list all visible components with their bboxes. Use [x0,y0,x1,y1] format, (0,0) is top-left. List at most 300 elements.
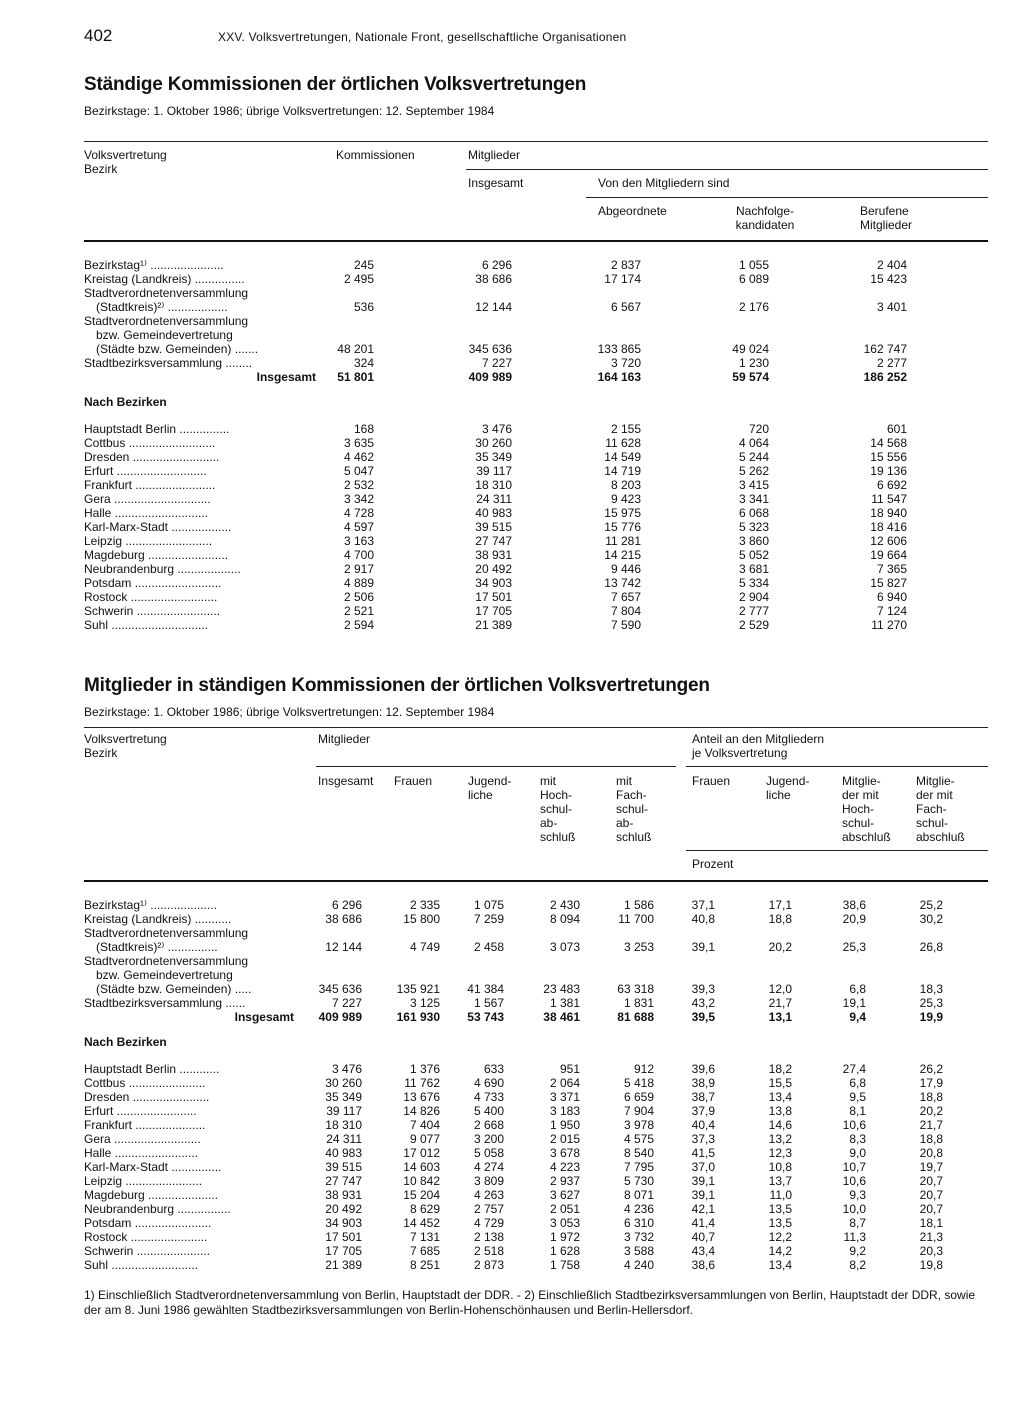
cell-value: 39,1 [691,940,715,954]
cell-value: 13,5 [768,1216,792,1230]
cell-value: 27,4 [842,1062,866,1076]
cell-value: 4 240 [623,1258,654,1272]
cell-value: 13,5 [768,1202,792,1216]
cell-value: 13 676 [403,1090,440,1104]
cell-value: 3 183 [549,1104,580,1118]
cell-value: 12,3 [768,1146,792,1160]
cell-value: 34 903 [325,1216,362,1230]
cell-value: 39 117 [476,464,512,478]
cell-value: 5 244 [738,450,769,464]
table-row [84,1160,988,1174]
cell-value: 39 117 [326,1104,362,1118]
cell-value: 3 978 [623,1118,654,1132]
cell-value: 6 940 [876,590,907,604]
cell-value: 18,8 [919,1132,943,1146]
cell-value: 5 058 [473,1146,504,1160]
cell-value: 161 930 [396,1010,440,1024]
cell-value: 39,6 [691,1062,715,1076]
cell-value: 20,7 [919,1174,943,1188]
cell-value: 6 089 [738,272,769,286]
cell-value: 27 747 [475,534,512,548]
cell-value: 13,4 [768,1258,792,1272]
cell-value: 2 518 [473,1244,504,1258]
cell-value: 12 144 [475,300,512,314]
row-label: Schwerin ......................... [84,604,221,618]
cell-value: 9,5 [849,1090,866,1104]
cell-value: 4 597 [343,520,374,534]
cell-value: 4 729 [473,1216,504,1230]
t2-header-hoch-3: schul- [540,802,573,816]
t2-header-anteil-1: Anteil an den Mitgliedern [692,732,825,746]
cell-value: 3 681 [738,562,769,576]
t2-header-p-frauen: Frauen [692,774,731,788]
cell-value: 2 176 [738,300,769,314]
table-row [84,436,988,450]
cell-value: 37,0 [691,1160,715,1174]
cell-value: 8 629 [409,1202,440,1216]
cell-value: 20,9 [842,912,866,926]
cell-value: 7 657 [610,590,641,604]
cell-value: 14 452 [403,1216,440,1230]
row-label: Gera .......................... [84,1132,201,1146]
cell-value: 2 051 [549,1202,580,1216]
t2-rule-mitglieder [316,766,676,767]
cell-value: 1 075 [473,898,504,912]
cell-value: 3 073 [549,940,580,954]
cell-value: 17 705 [325,1244,362,1258]
cell-value: 10,7 [842,1160,866,1174]
row-label: Erfurt ........................ [84,1104,197,1118]
cell-value: 20,7 [919,1188,943,1202]
cell-value: 168 [353,422,374,436]
cell-value: 8 540 [623,1146,654,1160]
t2-header-fach-2: Fach- [616,788,647,802]
cell-value: 10,6 [842,1174,866,1188]
cell-value: 186 252 [863,370,907,384]
row-label: (Stadtkreis)²⁾ ............... [96,940,218,954]
running-head: XXV. Volksvertretungen, Nationale Front, gesellschaftliche Organisationen [218,30,627,44]
cell-value: 40 983 [475,506,512,520]
cell-value: 40,8 [691,912,715,926]
cell-value: 5 730 [623,1174,654,1188]
row-label: Frankfurt ..................... [84,1118,206,1132]
cell-value: 38 686 [325,912,362,926]
table1-title: Ständige Kommissionen der örtlichen Volksvertretungen [84,74,587,95]
cell-value: 8 071 [623,1188,654,1202]
row-label: Potsdam ....................... [84,1216,212,1230]
cell-value: 13,8 [768,1104,792,1118]
cell-value: 6 068 [738,506,769,520]
cell-value: 3 415 [738,478,769,492]
row-label: Bezirkstag¹⁾ ...................... [84,258,224,272]
cell-value: 133 865 [597,342,641,356]
cell-value: 49 024 [732,342,769,356]
cell-value: 24 311 [326,1132,362,1146]
table-row [84,450,988,464]
cell-value: 2 138 [473,1230,504,1244]
cell-value: 41,5 [691,1146,715,1160]
cell-value: 2 529 [738,618,769,632]
cell-value: 5 052 [738,548,769,562]
cell-value: 536 [353,300,374,314]
cell-value: 4 263 [473,1188,504,1202]
cell-value: 2 015 [549,1132,580,1146]
row-label: Kreistag (Landkreis) ............... [84,272,245,286]
t1-stub-header-2: Bezirk [84,162,118,176]
group-label: Nach Bezirken [84,395,167,409]
cell-value: 2 594 [343,618,374,632]
row-label: Kreistag (Landkreis) ........... [84,912,232,926]
table-row [84,968,988,982]
cell-value: 14 826 [403,1104,440,1118]
cell-value: 3 476 [331,1062,362,1076]
table-row [84,1188,988,1202]
t2-header-p-hoch-2: der mit [842,788,879,802]
cell-value: 19,1 [842,996,866,1010]
cell-value: 1 628 [549,1244,580,1258]
cell-value: 9,3 [849,1188,866,1202]
table-row [84,1118,988,1132]
cell-value: 41,4 [691,1216,715,1230]
t2-header-frauen: Frauen [394,774,433,788]
t2-header-insgesamt: Insgesamt [318,774,374,788]
row-label: Dresden ....................... [84,1090,210,1104]
cell-value: 2 064 [549,1076,580,1090]
cell-value: 1 972 [549,1230,580,1244]
cell-value: 345 636 [318,982,362,996]
cell-value: 10,8 [768,1160,792,1174]
cell-value: 17 501 [475,590,512,604]
cell-value: 3 809 [473,1174,504,1188]
cell-value: 11 281 [605,534,641,548]
table2-subtitle: Bezirkstage: 1. Oktober 1986; übrige Volksvertretungen: 12. September 1984 [84,705,495,719]
cell-value: 25,3 [842,940,866,954]
cell-value: 20,2 [919,1104,943,1118]
cell-value: 2 335 [409,898,440,912]
table-row [84,492,988,506]
cell-value: 5 323 [738,520,769,534]
cell-value: 245 [353,258,374,272]
cell-value: 18,8 [919,1090,943,1104]
cell-value: 633 [483,1062,504,1076]
row-label: Neubrandenburg ................ [84,1202,231,1216]
cell-value: 409 989 [318,1010,362,1024]
cell-value: 3 342 [343,492,374,506]
cell-value: 2 837 [610,258,641,272]
cell-value: 18 940 [870,506,907,520]
cell-value: 4 575 [623,1132,654,1146]
cell-value: 5 400 [473,1104,504,1118]
footnote: 1) Einschließlich Stadtverordnetenversammlung von Berlin, Hauptstadt der DDR. - 2) Einschließlich Stadtbezirksversammlungen von Berlin, Hauptstadt der DDR, sowie der am 8. Juni 1986 gewählten Stadtbezirksversammlungen von Berlin-Hohenschönhausen und Berlin-Hellersdorf. [84,1288,976,1317]
row-label: Stadtverordnetenversammlung [84,286,249,300]
t1-stub-header-1: Volksvertretung [84,148,167,162]
t2-header-p-fach-2: der mit [916,788,953,802]
cell-value: 9 077 [409,1132,440,1146]
t2-header-p-fach-1: Mitglie- [916,774,955,788]
t2-stub-header-1: Volksvertretung [84,732,167,746]
cell-value: 6,8 [849,982,866,996]
t2-header-p-fach-4: schul- [916,816,949,830]
cell-value: 8 094 [549,912,580,926]
cell-value: 19 136 [870,464,907,478]
cell-value: 2 495 [343,272,374,286]
table-row [84,1076,988,1090]
cell-value: 12,0 [768,982,792,996]
row-label: Cottbus .......................... [84,436,216,450]
cell-value: 6 659 [623,1090,654,1104]
row-label: (Städte bzw. Gemeinden) ....... [96,342,259,356]
cell-value: 8 203 [610,478,641,492]
cell-value: 7 404 [409,1118,440,1132]
cell-value: 4 274 [473,1160,504,1174]
cell-value: 2 873 [473,1258,504,1272]
t1-header-von-den: Von den Mitgliedern sind [598,176,730,190]
cell-value: 59 574 [732,370,769,384]
t1-header-kommissionen: Kommissionen [336,148,415,162]
table-row [84,1104,988,1118]
t2-stub-header-2: Bezirk [84,746,118,760]
row-label: Gera ............................. [84,492,211,506]
cell-value: 1 950 [549,1118,580,1132]
table-row [84,1132,988,1146]
cell-value: 6 310 [623,1216,654,1230]
cell-value: 8 251 [409,1258,440,1272]
cell-value: 2 277 [876,356,907,370]
cell-value: 30 260 [475,436,512,450]
table-row [84,1090,988,1104]
cell-value: 5 418 [623,1076,654,1090]
cell-value: 7 365 [876,562,907,576]
t2-rule-anteil [686,766,988,767]
table-row [84,328,988,342]
cell-value: 5 262 [738,464,769,478]
cell-value: 38 931 [475,548,512,562]
cell-value: 19,9 [919,1010,943,1024]
cell-value: 38 461 [543,1010,580,1024]
cell-value: 2 937 [549,1174,580,1188]
t1-header-bottom-rule [84,240,988,242]
cell-value: 7 795 [623,1160,654,1174]
cell-value: 3 401 [876,300,907,314]
cell-value: 2 506 [343,590,374,604]
table-row [84,356,988,370]
cell-value: 4 064 [738,436,769,450]
row-label: Insgesamt [234,1010,294,1024]
cell-value: 39,1 [691,1174,715,1188]
t2-header-bottom-rule [84,880,988,882]
cell-value: 6 296 [481,258,512,272]
cell-value: 601 [886,422,907,436]
cell-value: 7 259 [473,912,504,926]
cell-value: 42,1 [691,1202,715,1216]
cell-value: 6 692 [876,478,907,492]
cell-value: 1 381 [549,996,580,1010]
cell-value: 7 685 [409,1244,440,1258]
cell-value: 30,2 [919,912,943,926]
cell-value: 39,3 [691,982,715,996]
cell-value: 324 [353,356,374,370]
t2-header-p-hoch-1: Mitglie- [842,774,881,788]
cell-value: 17 012 [403,1146,440,1160]
cell-value: 14 719 [604,464,641,478]
cell-value: 1 758 [549,1258,580,1272]
cell-value: 39,1 [691,1188,715,1202]
cell-value: 2 757 [473,1202,504,1216]
cell-value: 17 705 [475,604,512,618]
table-row [84,1146,988,1160]
cell-value: 4 462 [343,450,374,464]
cell-value: 14 603 [403,1160,440,1174]
t1-header-berufene-1: Berufene [860,204,909,218]
table-row [84,258,988,272]
row-label: Karl-Marx-Stadt .................. [84,520,232,534]
table-row [84,342,988,356]
row-label: Bezirkstag¹⁾ .................... [84,898,217,912]
cell-value: 39 515 [325,1160,362,1174]
row-label: Magdeburg ..................... [84,1188,219,1202]
cell-value: 15 776 [604,520,641,534]
cell-value: 2 404 [876,258,907,272]
cell-value: 3 635 [343,436,374,450]
cell-value: 51 801 [337,370,374,384]
cell-value: 3 732 [623,1230,654,1244]
cell-value: 3 253 [623,940,654,954]
cell-value: 162 747 [863,342,907,356]
table2-title: Mitglieder in ständigen Kommissionen der örtlichen Volksvertretungen [84,675,710,696]
table-row [84,604,988,618]
cell-value: 10,6 [842,1118,866,1132]
table-row [84,1216,988,1230]
cell-value: 3 371 [549,1090,580,1104]
row-label: Cottbus ....................... [84,1076,206,1090]
cell-value: 21,3 [919,1230,943,1244]
cell-value: 3 860 [738,534,769,548]
cell-value: 2 430 [549,898,580,912]
cell-value: 18 416 [870,520,907,534]
cell-value: 43,4 [691,1244,715,1258]
cell-value: 3 163 [343,534,374,548]
cell-value: 37,1 [691,898,715,912]
t2-header-mitglieder: Mitglieder [318,732,371,746]
cell-value: 409 989 [468,370,512,384]
row-label: (Städte bzw. Gemeinden) ..... [96,982,252,996]
cell-value: 17,9 [919,1076,943,1090]
table2-top-rule [84,727,988,728]
cell-value: 18,3 [919,982,943,996]
cell-value: 912 [633,1062,654,1076]
table-row [84,982,988,996]
cell-value: 2 532 [343,478,374,492]
cell-value: 8,2 [849,1258,866,1272]
t2-header-jugend-1: Jugend- [468,774,512,788]
cell-value: 19,8 [919,1258,943,1272]
cell-value: 1 230 [738,356,769,370]
cell-value: 20,7 [919,1202,943,1216]
t2-header-jugend-2: liche [468,788,493,802]
t2-header-p-hoch-4: schul- [842,816,875,830]
cell-value: 18,8 [768,912,792,926]
cell-value: 39 515 [475,520,512,534]
cell-value: 9,2 [849,1244,866,1258]
cell-value: 15,5 [768,1076,792,1090]
cell-value: 3 200 [473,1132,504,1146]
cell-value: 38 931 [325,1188,362,1202]
cell-value: 9 423 [610,492,641,506]
cell-value: 345 636 [468,342,512,356]
cell-value: 21,7 [768,996,792,1010]
cell-value: 2 155 [610,422,641,436]
cell-value: 8,7 [849,1216,866,1230]
cell-value: 18,2 [768,1062,792,1076]
t2-header-p-jugend-1: Jugend- [766,774,810,788]
cell-value: 11 270 [871,618,907,632]
row-label: Stadtbezirksversammlung ...... [84,996,246,1010]
cell-value: 18 310 [325,1118,362,1132]
t2-header-p-hoch-3: Hoch- [842,802,875,816]
cell-value: 6 567 [610,300,641,314]
table-row [84,590,988,604]
cell-value: 2 904 [738,590,769,604]
row-label: Erfurt ........................... [84,464,207,478]
cell-value: 15 975 [604,506,641,520]
table-row [84,576,988,590]
cell-value: 720 [748,422,769,436]
row-label: Neubrandenburg ................... [84,562,241,576]
cell-value: 20,3 [919,1244,943,1258]
cell-value: 39,5 [691,1010,715,1024]
cell-value: 10 842 [403,1174,440,1188]
t1-rule-von-den [586,197,988,198]
cell-value: 40,4 [691,1118,715,1132]
cell-value: 40,7 [691,1230,715,1244]
cell-value: 1 376 [409,1062,440,1076]
row-label: Stadtverordnetenversammlung [84,926,249,940]
cell-value: 4 728 [343,506,374,520]
cell-value: 14 215 [604,548,641,562]
cell-value: 63 318 [617,982,654,996]
cell-value: 1 831 [623,996,654,1010]
row-label: Hauptstadt Berlin ............... [84,422,230,436]
row-label: Suhl .......................... [84,1258,199,1272]
row-label: Karl-Marx-Stadt ............... [84,1160,222,1174]
cell-value: 17 501 [325,1230,362,1244]
cell-value: 10,0 [842,1202,866,1216]
row-label: Suhl ............................. [84,618,209,632]
cell-value: 20,2 [768,940,792,954]
row-label: Insgesamt [256,370,316,384]
cell-value: 27 747 [325,1174,362,1188]
cell-value: 13,2 [768,1132,792,1146]
cell-value: 18,1 [919,1216,943,1230]
row-label: bzw. Gemeindevertretung [96,328,233,342]
table-row [84,300,988,314]
cell-value: 15 423 [870,272,907,286]
cell-value: 11 628 [605,436,641,450]
t2-header-fach-1: mit [616,774,632,788]
cell-value: 7 590 [610,618,641,632]
table-row [84,996,988,1010]
table-row [84,1202,988,1216]
cell-value: 11,3 [843,1230,866,1244]
cell-value: 2 777 [738,604,769,618]
t1-header-insgesamt: Insgesamt [468,176,524,190]
t2-header-anteil-2: je Volksvertretung [692,746,788,760]
table-row [84,478,988,492]
t2-header-p-jugend-2: liche [766,788,791,802]
cell-value: 4 700 [343,548,374,562]
table-row [84,618,988,632]
cell-value: 38,9 [691,1076,715,1090]
